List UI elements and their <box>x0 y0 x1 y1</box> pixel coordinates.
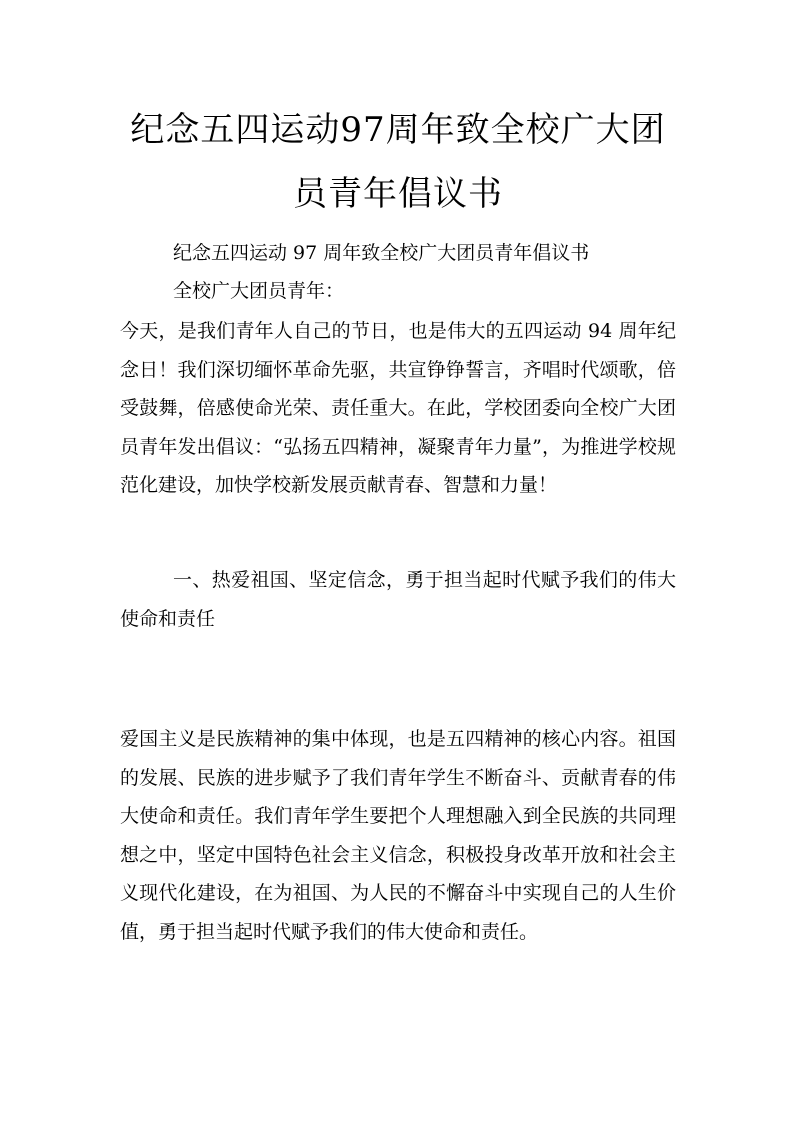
paragraph-intro: 今天，是我们青年人自己的节日，也是伟大的五四运动 94 周年纪念日！我们深切缅怀革命先驱，共宣铮铮誓言，齐唱时代颂歌，倍受鼓舞，倍感使命光荣、责任重大。在此，学校团委向全校广大团员青年发出倡议：“弘扬五四精神，凝聚青年力量”，为推进学校规范化建设，加快学校新发展贡献青春、智慧和力量！ <box>120 320 676 496</box>
paragraph-patriotism: 爱国主义是民族精神的集中体现，也是五四精神的核心内容。祖国的发展、民族的进步赋予了我们青年学生不断奋斗、贡献青春的伟大使命和责任。我们青年学生要把个人理想融入到全民族的共同理想之中，坚定中国特色社会主义信念，积极投身改革开放和社会主义现代化建设，在为祖国、为人民的不懈奋斗中实现自己的人生价值，勇于担当起时代赋予我们的伟大使命和责任。 <box>120 728 676 943</box>
salutation: 全校广大团员青年： <box>173 280 345 302</box>
document-subtitle: 纪念五四运动 97 周年致全校广大团员青年倡议书 <box>173 242 590 264</box>
document-title: 纪念五四运动97周年致全校广大团员青年倡议书 <box>130 110 666 214</box>
section-heading-1: 一、热爱祖国、坚定信念，勇于担当起时代赋予我们的伟大使命和责任 <box>120 569 676 630</box>
